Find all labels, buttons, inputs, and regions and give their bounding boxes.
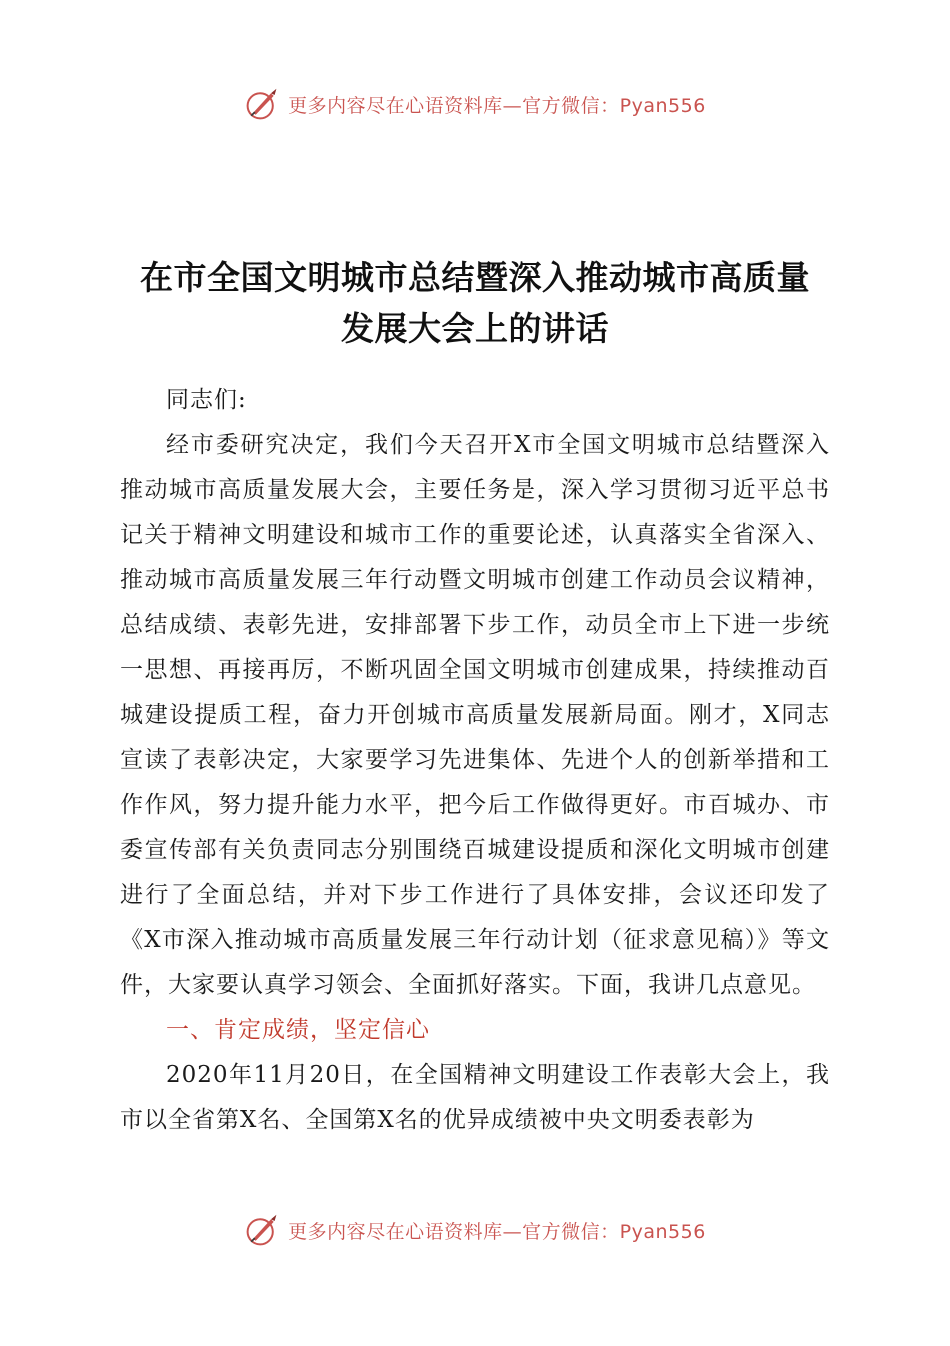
title-line-1: 在市全国文明城市总结暨深入推动城市高质量 <box>140 258 810 297</box>
document-title <box>100 252 850 354</box>
watermark-header <box>0 82 950 126</box>
quill-logo-icon <box>244 86 280 122</box>
watermark-wechat-id: Pyan556 <box>619 94 706 117</box>
quill-logo-icon <box>244 1212 280 1248</box>
document-body <box>120 378 830 1143</box>
watermark-text: 更多内容尽在心语资料库—官方微信：Pyan556 <box>288 1220 706 1243</box>
watermark-footer <box>0 1208 950 1252</box>
section-heading-1: 一、肯定成绩，坚定信心 <box>166 1017 430 1043</box>
title-line-2: 发展大会上的讲话 <box>341 309 609 348</box>
salutation: 同志们: <box>166 387 247 413</box>
watermark-text: 更多内容尽在心语资料库—官方微信：Pyan556 <box>288 94 706 117</box>
paragraph-achievements: 2020年11月20日，在全国精神文明建设工作表彰大会上，我市以全省第X名、全国第X名的优异成绩被中央文明委表彰为 <box>120 1062 830 1133</box>
watermark-wechat-id: Pyan556 <box>619 1220 706 1243</box>
paragraph-intro: 经市委研究决定，我们今天召开X市全国文明城市总结暨深入推动城市高质量发展大会，主要任务是，深入学习贯彻习近平总书记关于精神文明建设和城市工作的重要论述，认真落实全省深入、推动城市高质量发展三年行动暨文明城市创建工作动员会议精神，总结成绩、表彰先进，安排部署下步工作，动员全市上下进一步统一思想、再接再厉，不断巩固全国文明城市创建成果，持续推动百城建设提质工程，奋力开创城市高质量发展新局面。刚才，X同志宣读了表彰决定，大家要学习先进集体、先进个人的创新举措和工作作风，努力提升能力水平，把今后工作做得更好。市百城办、市委宣传部有关负责同志分别围绕百城建设提质和深化文明城市创建进行了全面总结，并对下步工作进行了具体安排，会议还印发了《X市深入推动城市高质量发展三年行动计划（征求意见稿）》等文件，大家要认真学习领会、全面抓好落实。下面，我讲几点意见。 <box>120 432 830 998</box>
